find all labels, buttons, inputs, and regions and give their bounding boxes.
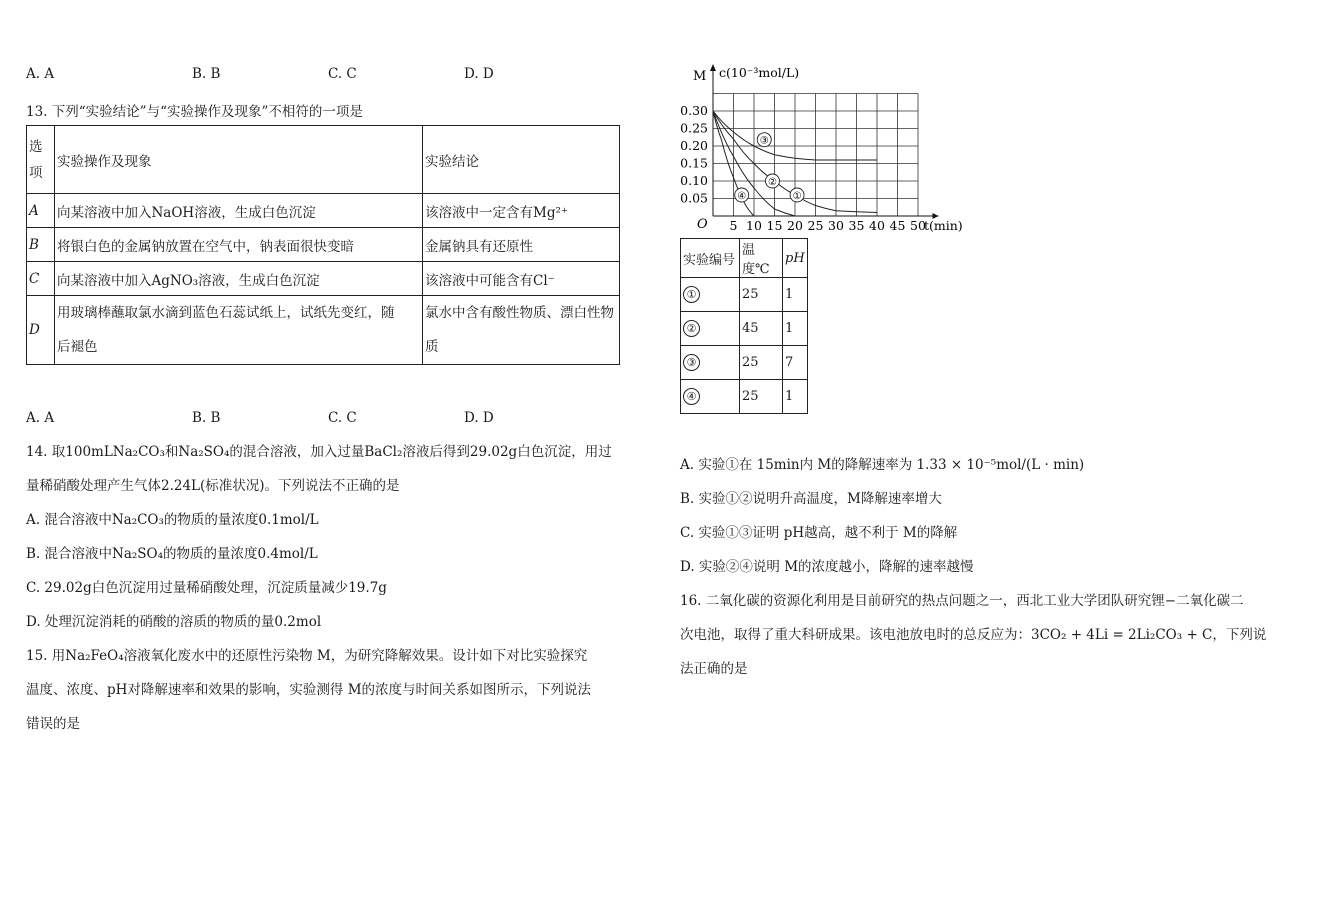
q13-table [26, 125, 620, 365]
q13-row-a-conclusion: 该溶液中一定含有Mg²⁺ [423, 194, 620, 228]
exp-row-4-temperature: 25 [740, 380, 783, 414]
series-label-③: ③ [759, 135, 769, 147]
q13-header-option: 选项 [27, 126, 55, 194]
q13-row-d-operation [55, 296, 423, 365]
concentration-time-chart [676, 60, 976, 240]
y-tick-label: 0.20 [680, 138, 708, 153]
origin-label: O [697, 217, 708, 232]
y-tick-label: 0.15 [680, 155, 708, 171]
y-tick-label: 0.05 [680, 190, 708, 206]
q14-stem-line2: 量稀硝酸处理产生气体2.24L(标准状况)。下列说法不正确的是 [26, 478, 400, 494]
q14-block [26, 435, 612, 741]
series-label-②: ② [767, 177, 777, 188]
q13-header-conclusion: 实验结论 [423, 126, 620, 194]
q13-header-operation: 实验操作及现象 [55, 126, 423, 194]
y-tick-label: 0.10 [680, 173, 708, 188]
q15-option-c: C. 实验①③证明 pH越高，越不利于 M的降解 [680, 525, 958, 541]
q15-stem-line2: 温度、浓度、pH对降解速率和效果的影响，实验测得 M的浓度与时间关系如图所示，下列说法 [26, 682, 592, 698]
q15-option-a: A. 实验①在 15min内 M的降解速率为 1.33 × 10⁻⁵mol/(L · min) [680, 457, 1085, 473]
q14-option-d: D. 处理沉淀消耗的硝酸的溶质的物质的量0.2mol [26, 614, 322, 630]
q13-row-b-operation: 将银白色的金属钠放置在空气中，钠表面很快变暗 [55, 228, 423, 262]
q12-option-a: A. A [26, 66, 55, 82]
exp-row-1-number: ① [681, 278, 740, 312]
q13-option-c: C. C [328, 410, 357, 426]
q12-option-b: B. B [192, 66, 221, 82]
q14-option-a: A. 混合溶液中Na₂CO₃的物质的量浓度0.1mol/L [26, 512, 319, 528]
exp-header-temperature: 温度℃ [740, 239, 783, 278]
q12-option-d: D. D [464, 66, 494, 82]
exp-row-3-ph: 7 [783, 346, 808, 380]
exp-row-4-ph: 1 [783, 380, 808, 414]
x-tick-label: 10 [746, 218, 762, 233]
q14-option-c: C. 29.02g白色沉淀用过量稀硝酸处理，沉淀质量减少19.7g [26, 580, 387, 596]
exp-row-3-number: ③ [681, 346, 740, 380]
x-tick-label: 25 [807, 218, 824, 233]
q13-row-c-conclusion: 该溶液中可能含有Cl⁻ [423, 262, 620, 296]
q16-stem-line1: 16. 二氧化碳的资源化利用是目前研究的热点问题之一，西北工业大学团队研究锂−二氧化碳二 [680, 593, 1244, 609]
q13-row-b-option: B [27, 228, 55, 262]
right-column-text [680, 448, 1266, 686]
x-tick-label: 40 [869, 218, 885, 233]
q13-row-c-operation: 向某溶液中加入AgNO₃溶液，生成白色沉淀 [55, 262, 423, 296]
x-tick-label: 45 [889, 218, 906, 233]
x-tick-label: 30 [828, 218, 844, 233]
q13-row-d-operation-line1: 用玻璃棒蘸取氯水滴到蓝色石蕊试纸上，试纸先变红，随 [57, 305, 395, 321]
exp-row-1-temperature: 25 [740, 278, 783, 312]
q13-row-b-conclusion: 金属钠具有还原性 [423, 228, 620, 262]
q15-stem-line1: 15. 用Na₂FeO₄溶液氧化废水中的还原性污染物 M，为研究降解效果。设计如下对比实验探究 [26, 648, 588, 664]
q16-stem-line2: 次电池，取得了重大科研成果。该电池放电时的总反应为：3CO₂ + 4Li = 2Li₂CO₃ + C，下列说 [680, 627, 1267, 643]
exp-header-ph: pH [783, 239, 808, 278]
series-label-①: ① [792, 191, 802, 202]
x-tick-label: 20 [787, 218, 803, 233]
q13-row-d-conclusion-line2: 质 [425, 339, 439, 355]
q13-row-d-option: D [27, 296, 55, 365]
y-tick-label: 0.25 [680, 120, 708, 136]
q15-option-b: B. 实验①②说明升高温度，M降解速率增大 [680, 491, 942, 507]
q16-stem-line3: 法正确的是 [680, 661, 748, 677]
q13-row-a-option: A [27, 194, 55, 228]
q14-option-b: B. 混合溶液中Na₂SO₄的物质的量浓度0.4mol/L [26, 546, 318, 562]
x-tick-label: 15 [766, 218, 783, 233]
x-axis-label: t(min) [924, 218, 963, 233]
exp-row-2-number: ② [681, 312, 740, 346]
y-axis-label: c(10⁻³mol/L) [719, 65, 800, 80]
exp-row-2-ph: 1 [783, 312, 808, 346]
q13-option-d: D. D [464, 410, 494, 426]
q13-stem: 13. 下列“实验结论”与“实验操作及现象”不相符的一项是 [26, 104, 363, 120]
q13-row-a-operation: 向某溶液中加入NaOH溶液，生成白色沉淀 [55, 194, 423, 228]
x-tick-label: 35 [848, 218, 865, 233]
y-tick-label: 0.30 [680, 103, 708, 118]
x-tick-label: 50 [910, 218, 926, 233]
q13-option-a: A. A [26, 410, 55, 426]
q13-row-d-conclusion-line1: 氯水中含有酸性物质、漂白性物 [425, 305, 614, 321]
y-axis-arrow [710, 64, 716, 71]
series-label-④: ④ [737, 191, 747, 202]
exp-row-1-ph: 1 [783, 278, 808, 312]
q13-row-d-operation-line2: 后褪色 [57, 339, 98, 355]
q15-option-d: D. 实验②④说明 M的浓度越小，降解的速率越慢 [680, 559, 974, 575]
exp-row-4-number: ④ [681, 380, 740, 414]
exp-header-number: 实验编号 [681, 239, 740, 278]
q14-stem-line1: 14. 取100mLNa₂CO₃和Na₂SO₄的混合溶液，加入过量BaCl₂溶液后得到29.02g白色沉淀，用过 [26, 444, 612, 460]
q15-stem-line3: 错误的是 [26, 716, 80, 732]
q13-row-c-option: C [27, 262, 55, 296]
exp-row-3-temperature: 25 [740, 346, 783, 380]
q13-row-d-conclusion [423, 296, 620, 365]
exp-row-2-temperature: 45 [740, 312, 783, 346]
q13-option-b: B. B [192, 410, 221, 426]
x-tick-label: 5 [729, 218, 738, 233]
q12-option-c: C. C [328, 66, 357, 82]
y-axis-name: M [693, 69, 707, 84]
experiment-table [680, 238, 808, 414]
